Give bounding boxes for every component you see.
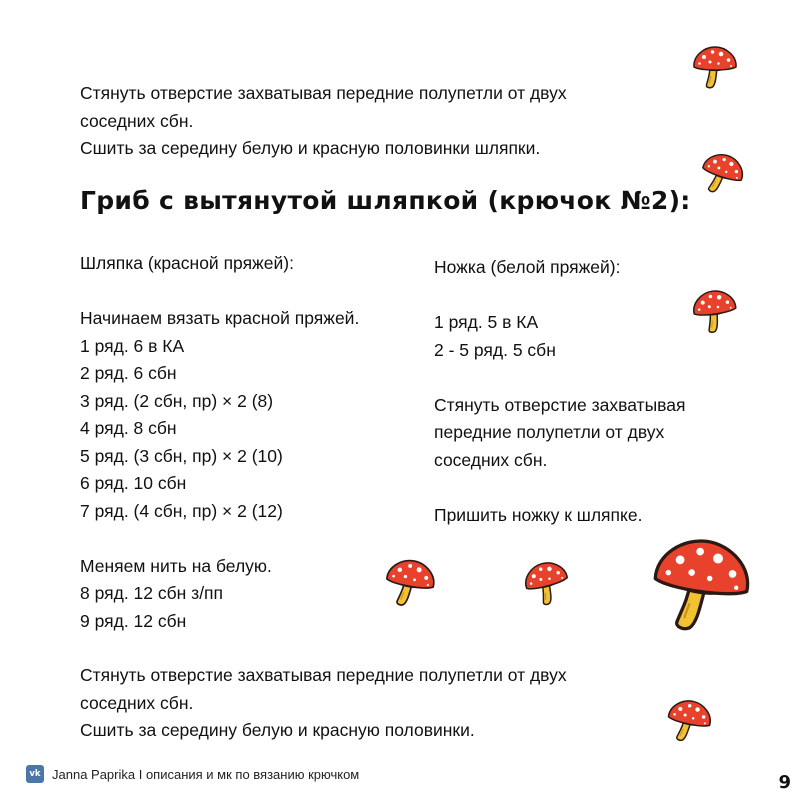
blank-line — [434, 282, 685, 310]
cap-row: 1 ряд. 6 в КА — [80, 335, 185, 356]
mushroom-icon — [687, 283, 743, 339]
stem-close-line: Стянуть отверстие захватывая — [434, 394, 686, 415]
mushroom-icon — [690, 42, 740, 92]
footer-text: Janna Paprika I описания и мк по вязанию крючком — [52, 766, 360, 782]
cap-row: 5 ряд. (3 сбн, пр) × 2 (10) — [80, 445, 283, 466]
cap-heading: Шляпка (красной пряжей): — [80, 253, 294, 273]
stem-row: 1 ряд. 5 в КА — [434, 312, 539, 332]
intro-line: соседних сбн. — [80, 110, 194, 131]
footer — [26, 764, 359, 784]
outro-paragraph — [80, 662, 567, 745]
cap-row: 3 ряд. (2 сбн, пр) × 2 (8) — [80, 390, 274, 411]
mushroom-icon — [659, 691, 718, 750]
stem-instructions — [434, 254, 685, 529]
stem-close-line: соседних сбн. — [434, 449, 548, 470]
cap-row: 8 ряд. 12 сбн з/пп — [80, 583, 224, 603]
mushroom-icon — [692, 144, 752, 204]
outro-line: соседних сбн. — [80, 692, 194, 713]
intro-paragraph — [80, 80, 567, 163]
blank-line — [80, 278, 359, 306]
cap-start: Начинаем вязать красной пряжей. — [80, 308, 360, 328]
blank-line — [434, 364, 685, 392]
stem-row: 2 - 5 ряд. 5 сбн — [434, 339, 556, 360]
stem-close-line: передние полупетли от двух — [434, 422, 665, 442]
blank-line — [80, 525, 359, 553]
cap-row: 6 ряд. 10 сбн — [80, 473, 187, 493]
vk-logo-icon: vk — [26, 765, 44, 783]
section-title: Гриб с вытянутой шляпкой (крючок №2): — [80, 186, 691, 215]
mushroom-icon — [639, 523, 763, 647]
intro-line: Стянуть отверстие захватывая передние полупетли от двух — [80, 83, 567, 103]
stem-heading: Ножка (белой пряжей): — [434, 257, 621, 277]
intro-line: Сшить за середину белую и красную половинки шляпки. — [80, 138, 541, 158]
cap-instructions — [80, 250, 359, 635]
page-number: 9 — [778, 772, 791, 793]
cap-row: 9 ряд. 12 сбн — [80, 610, 187, 631]
cap-row: 4 ряд. 8 сбн — [80, 418, 177, 438]
outro-line: Стянуть отверстие захватывая передние полупетли от двух — [80, 665, 567, 685]
mushroom-icon — [516, 552, 577, 613]
blank-line — [434, 474, 685, 502]
stem-attach: Пришить ножку к шляпке. — [434, 504, 643, 525]
cap-row: 2 ряд. 6 сбн — [80, 363, 177, 383]
mushroom-icon — [378, 551, 443, 616]
cap-row: 7 ряд. (4 сбн, пр) × 2 (12) — [80, 500, 283, 521]
outro-line: Сшить за середину белую и красную половинки. — [80, 720, 475, 740]
cap-change-color: Меняем нить на белую. — [80, 555, 272, 576]
